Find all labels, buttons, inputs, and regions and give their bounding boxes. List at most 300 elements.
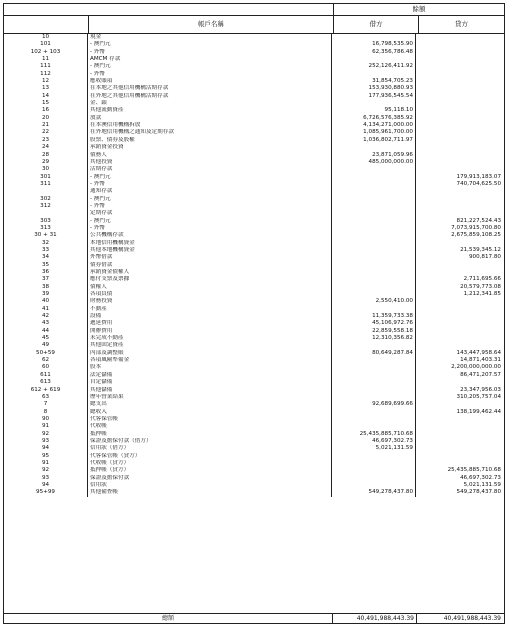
row-code: 303 [4, 218, 88, 225]
table-row [4, 284, 504, 291]
row-debit [332, 364, 416, 371]
table-row [4, 357, 504, 364]
balance-header: 餘額 [412, 5, 426, 13]
row-debit [332, 482, 416, 489]
table-row [4, 174, 504, 181]
row-debit [332, 460, 416, 467]
row-credit [416, 262, 504, 269]
row-debit [332, 174, 416, 181]
row-credit [416, 78, 504, 85]
row-debit [332, 247, 416, 254]
row-debit [332, 453, 416, 460]
row-debit: 22,859,558.18 [332, 328, 416, 335]
row-debit: 80,649,287.84 [332, 350, 416, 357]
row-account-name: 股本 [88, 364, 332, 371]
row-account-name: 自定儲備 [88, 379, 332, 386]
row-account-name: 現金 [88, 34, 332, 41]
table-row [4, 196, 504, 203]
row-code: 24 [4, 144, 88, 151]
row-credit [416, 460, 504, 467]
row-credit [416, 100, 504, 107]
row-credit [416, 56, 504, 63]
row-account-name: 開辦費用 [88, 328, 332, 335]
table-row [4, 482, 504, 489]
row-credit: 86,471,207.57 [460, 371, 501, 378]
row-debit [332, 196, 416, 203]
row-credit: 900,817.80 [468, 254, 501, 261]
row-credit [416, 335, 504, 342]
table-row [4, 372, 504, 379]
table-row [4, 115, 504, 122]
row-code: 30 + 31 [4, 232, 88, 239]
row-code: 32 [4, 240, 88, 247]
row-debit: 153,930,880.93 [332, 85, 416, 92]
row-code: 613 [4, 379, 88, 386]
row-account-name: - 澳門元 [88, 218, 332, 225]
row-code: 45 [4, 335, 88, 342]
row-account-name: 代客保管帳（貸方） [88, 453, 332, 460]
row-credit [416, 166, 504, 173]
row-code: 112 [4, 71, 88, 78]
table-row [4, 225, 504, 232]
row-debit: 549,278,437.80 [332, 489, 416, 496]
row-code: 35 [4, 262, 88, 269]
row-account-name: 應付支票及票據 [88, 276, 332, 283]
row-debit [332, 188, 416, 195]
row-debit: 16,798,535.90 [332, 41, 416, 48]
table-row [4, 342, 504, 349]
row-credit [416, 328, 504, 335]
table-row [4, 254, 504, 261]
row-account-name: - 外幣 [88, 49, 332, 56]
table-row [4, 313, 504, 320]
table-row [4, 416, 504, 423]
row-credit: 143,447,958.64 [456, 349, 501, 356]
table-row [4, 350, 504, 357]
row-account-name: 外幣借款 [88, 254, 332, 261]
row-code: 40 [4, 298, 88, 305]
row-code: 92 [4, 431, 88, 438]
row-code: 93 [4, 475, 88, 482]
row-account-name: 在外地之其他信用機構活期存款 [88, 93, 332, 100]
row-code: 15 [4, 100, 88, 107]
row-debit [332, 100, 416, 107]
row-debit: 5,021,131.59 [332, 445, 416, 452]
row-account-name: 債務人 [88, 152, 332, 159]
row-debit [332, 240, 416, 247]
row-debit [332, 467, 416, 474]
row-debit [332, 357, 416, 364]
row-code: 95 [4, 453, 88, 460]
table-row [4, 240, 504, 247]
row-debit [332, 203, 416, 210]
row-credit [416, 159, 504, 166]
row-debit [332, 269, 416, 276]
row-credit [416, 423, 504, 430]
table-row [4, 262, 504, 269]
credit-header: 貸方 [455, 20, 468, 28]
row-debit [332, 291, 416, 298]
row-account-name: - 澳門元 [88, 196, 332, 203]
table-row [4, 328, 504, 335]
table-row [4, 129, 504, 136]
row-debit [332, 225, 416, 232]
table-row [4, 203, 504, 210]
row-account-name: - 澳門元 [88, 63, 332, 70]
row-code: 91 [4, 423, 88, 430]
row-code: 43 [4, 320, 88, 327]
row-credit [416, 93, 504, 100]
row-account-name: 抵押帳（貸方） [88, 467, 332, 474]
row-debit [332, 218, 416, 225]
table-row [4, 445, 504, 452]
account-name-header: 帳戶名稱 [89, 16, 334, 33]
row-code: 29 [4, 159, 88, 166]
row-code: 49 [4, 342, 88, 349]
row-credit [416, 63, 504, 70]
debit-header: 借方 [334, 16, 419, 33]
row-code: 28 [4, 152, 88, 159]
row-account-name: 債權人 [88, 284, 332, 291]
table-row [4, 379, 504, 386]
row-credit: 46,697,302.73 [460, 474, 501, 481]
row-code: 301 [4, 174, 88, 181]
row-debit [332, 379, 416, 386]
table-row [4, 460, 504, 467]
row-code: 101 [4, 41, 88, 48]
row-account-name: 在本地之其他信用機構活期存款 [88, 85, 332, 92]
row-account-name: 總收入 [88, 409, 332, 416]
table-row [4, 364, 504, 371]
row-credit [416, 438, 504, 445]
row-credit [416, 85, 504, 92]
row-debit [332, 475, 416, 482]
row-code: 12 [4, 78, 88, 85]
row-code: 22 [4, 129, 88, 136]
table-row [4, 306, 504, 313]
row-credit: 179,913,183.07 [456, 173, 501, 180]
row-code: 42 [4, 313, 88, 320]
row-account-name: 在本澳信用機構拆放 [88, 122, 332, 129]
row-code: 311 [4, 181, 88, 188]
row-code: 10 [4, 34, 88, 41]
table-row [4, 63, 504, 70]
row-account-name: 通知存款 [88, 188, 332, 195]
balance-sheet-table [3, 3, 505, 624]
row-code: 7 [4, 401, 88, 408]
row-debit [332, 284, 416, 291]
row-debit [332, 372, 416, 379]
row-account-name: 在外地信用機構之通知及定期存款 [88, 129, 332, 136]
row-credit [416, 152, 504, 159]
table-row [4, 489, 504, 496]
row-account-name: 內部及調整賬 [88, 350, 332, 357]
row-debit: 46,697,302.73 [332, 438, 416, 445]
row-account-name: - 外幣 [88, 203, 332, 210]
row-account-name: 各項負債 [88, 291, 332, 298]
row-credit [416, 320, 504, 327]
header-blank-cell [4, 4, 334, 15]
table-row [4, 431, 504, 438]
row-debit: 92,689,699.66 [332, 401, 416, 408]
row-debit [332, 232, 416, 239]
row-credit: 5,021,131.59 [463, 481, 501, 488]
row-debit: 95,118.10 [332, 107, 416, 114]
row-account-name: 其他流動資產 [88, 107, 332, 114]
row-code: 21 [4, 122, 88, 129]
row-credit [416, 431, 504, 438]
row-account-name: 不動產 [88, 306, 332, 313]
row-account-name: 設備 [88, 313, 332, 320]
row-code: 302 [4, 196, 88, 203]
row-code: 94 [4, 445, 88, 452]
row-code: 62 [4, 357, 88, 364]
row-credit [416, 137, 504, 144]
row-account-name: 承銷資金債權人 [88, 269, 332, 276]
row-account-name: - 外幣 [88, 181, 332, 188]
row-account-name: 保證及擔保付款 [88, 475, 332, 482]
row-debit: 1,036,802,711.97 [332, 137, 416, 144]
row-credit [416, 196, 504, 203]
table-row [4, 438, 504, 445]
row-credit [416, 188, 504, 195]
table-row [4, 78, 504, 85]
row-credit [416, 313, 504, 320]
row-code: 39 [4, 291, 88, 298]
row-account-name: 各項風險準備金 [88, 357, 332, 364]
row-code: 95+99 [4, 489, 88, 496]
row-code: 33 [4, 247, 88, 254]
table-row [4, 107, 504, 114]
row-debit [332, 210, 416, 217]
table-row [4, 320, 504, 327]
row-credit: 2,675,859,108.25 [451, 232, 501, 239]
table-row [4, 291, 504, 298]
table-row [4, 56, 504, 63]
row-debit [332, 181, 416, 188]
row-code: 60 [4, 364, 88, 371]
table-row [4, 475, 504, 482]
row-account-name: 債券借款 [88, 262, 332, 269]
row-credit [416, 122, 504, 129]
row-credit: 7,073,915,700.80 [451, 224, 501, 231]
row-account-name: 股票、債券及股權 [88, 137, 332, 144]
row-code [4, 210, 88, 217]
row-debit: 11,359,733.38 [332, 313, 416, 320]
row-code: 611 [4, 372, 88, 379]
row-credit: 138,199,462.44 [456, 408, 501, 415]
row-credit [416, 445, 504, 452]
row-account-name: 承銷資金投資 [88, 144, 332, 151]
row-account-name: 活期存款 [88, 166, 332, 173]
row-credit [416, 240, 504, 247]
row-credit [416, 115, 504, 122]
table-row [4, 41, 504, 48]
row-account-name: 定期存款 [88, 210, 332, 217]
table-row [4, 467, 504, 474]
row-account-name: 本地信用機構資金 [88, 240, 332, 247]
row-code: 63 [4, 394, 88, 401]
row-credit [416, 34, 504, 41]
row-code: 44 [4, 328, 88, 335]
row-code: 312 [4, 203, 88, 210]
table-row [4, 159, 504, 166]
total-label: 總額 [4, 614, 333, 623]
row-credit [416, 453, 504, 460]
table-row [4, 218, 504, 225]
row-account-name: 代收帳（貸方） [88, 460, 332, 467]
table-row [4, 181, 504, 188]
row-credit: 821,227,524.43 [456, 217, 501, 224]
row-code: 102 + 103 [4, 49, 88, 56]
row-code: 92 [4, 467, 88, 474]
row-credit: 549,278,437.80 [456, 489, 501, 496]
row-debit: 177,936,545.54 [332, 93, 416, 100]
row-code: 37 [4, 276, 88, 283]
row-credit [416, 49, 504, 56]
row-account-name: 其他儲備 [88, 387, 332, 394]
row-debit: 45,106,972.76 [332, 320, 416, 327]
row-code: 34 [4, 254, 88, 261]
table-row [4, 93, 504, 100]
table-row [4, 34, 504, 41]
total-row [4, 613, 504, 623]
row-account-name: 保證及擔保付款（借方） [88, 438, 332, 445]
row-code: 94 [4, 482, 88, 489]
row-code: 11 [4, 56, 88, 63]
row-debit: 23,871,059.96 [332, 152, 416, 159]
row-debit: 25,435,885,710.68 [332, 431, 416, 438]
row-debit [332, 416, 416, 423]
row-credit: 310,205,757.04 [456, 393, 501, 400]
table-row [4, 453, 504, 460]
row-account-name: 應收賬項 [88, 78, 332, 85]
row-debit: 12,310,356.82 [332, 335, 416, 342]
row-debit [332, 409, 416, 416]
row-debit: 1,085,961,700.00 [332, 129, 416, 136]
row-code: 91 [4, 460, 88, 467]
row-code [4, 188, 88, 195]
table-row [4, 247, 504, 254]
row-debit [332, 34, 416, 41]
row-account-name: - 澳門元 [88, 174, 332, 181]
row-credit: 25,435,885,710.68 [447, 467, 501, 474]
row-credit [416, 210, 504, 217]
row-credit [416, 107, 504, 114]
row-code: 93 [4, 438, 88, 445]
row-account-name: 其他備查帳 [88, 489, 332, 496]
table-row [4, 276, 504, 283]
row-account-name: 財務投資 [88, 298, 332, 305]
row-debit [332, 262, 416, 269]
row-code: 41 [4, 306, 88, 313]
row-debit: 485,000,000.00 [332, 159, 416, 166]
row-credit [416, 41, 504, 48]
row-account-name: 其他固定資產 [88, 342, 332, 349]
row-credit: 2,711,695.66 [463, 276, 501, 283]
table-row [4, 269, 504, 276]
row-account-name: 法定儲備 [88, 372, 332, 379]
row-account-name: - 外幣 [88, 71, 332, 78]
table-row [4, 409, 504, 416]
row-account-name: 信用狀（借方） [88, 445, 332, 452]
table-row [4, 423, 504, 430]
row-debit [332, 254, 416, 261]
row-account-name: 代收帳 [88, 423, 332, 430]
row-debit [332, 342, 416, 349]
row-debit [332, 387, 416, 394]
row-credit: 14,871,403.31 [460, 357, 501, 364]
row-credit [416, 129, 504, 136]
table-row [4, 335, 504, 342]
row-credit [416, 416, 504, 423]
row-code: 36 [4, 269, 88, 276]
table-row [4, 144, 504, 151]
row-account-name: - 外幣 [88, 225, 332, 232]
row-account-name: 歷年營業結果 [88, 394, 332, 401]
row-credit: 20,579,773.08 [460, 283, 501, 290]
table-row [4, 298, 504, 305]
row-credit [416, 401, 504, 408]
row-account-name: 金、銀 [88, 100, 332, 107]
table-row [4, 166, 504, 173]
row-account-name: 公共機構存款 [88, 232, 332, 239]
row-code: 30 [4, 166, 88, 173]
table-row [4, 100, 504, 107]
row-debit [332, 144, 416, 151]
row-code: 111 [4, 63, 88, 70]
row-debit: 252,126,411.92 [332, 63, 416, 70]
table-row [4, 401, 504, 408]
row-debit [332, 276, 416, 283]
total-credit: 40,491,988,443.39 [443, 615, 501, 622]
row-account-name: 其他本地機構資金 [88, 247, 332, 254]
row-credit [416, 379, 504, 386]
table-row [4, 152, 504, 159]
row-credit [416, 298, 504, 305]
row-account-name: 未完成不動產 [88, 335, 332, 342]
row-credit [416, 144, 504, 151]
row-credit: 21,539,345.12 [460, 246, 501, 253]
row-account-name: - 澳門元 [88, 41, 332, 48]
row-credit [416, 269, 504, 276]
header-row-columns [4, 15, 504, 33]
row-debit: 4,134,271,000.00 [332, 122, 416, 129]
row-code: 14 [4, 93, 88, 100]
row-account-name: 其他投資 [88, 159, 332, 166]
row-account-name: AMCM 存款 [88, 56, 332, 63]
table-row [4, 137, 504, 144]
row-debit [332, 56, 416, 63]
row-credit: 740,704,625.50 [456, 180, 501, 187]
table-row [4, 122, 504, 129]
row-debit: 2,550,410.00 [332, 298, 416, 305]
row-code: 23 [4, 137, 88, 144]
row-credit: 2,200,000,000.00 [451, 364, 501, 371]
table-row [4, 394, 504, 401]
row-debit: 62,356,786.48 [332, 49, 416, 56]
row-credit: 1,212,341.85 [463, 291, 501, 298]
row-debit [332, 423, 416, 430]
row-account-name: 抵押帳 [88, 431, 332, 438]
header-row-balance [4, 4, 504, 15]
row-credit [416, 203, 504, 210]
row-debit: 6,726,576,385.92 [332, 115, 416, 122]
row-code: 90 [4, 416, 88, 423]
table-row [4, 85, 504, 92]
table-row [4, 210, 504, 217]
row-debit [332, 71, 416, 78]
